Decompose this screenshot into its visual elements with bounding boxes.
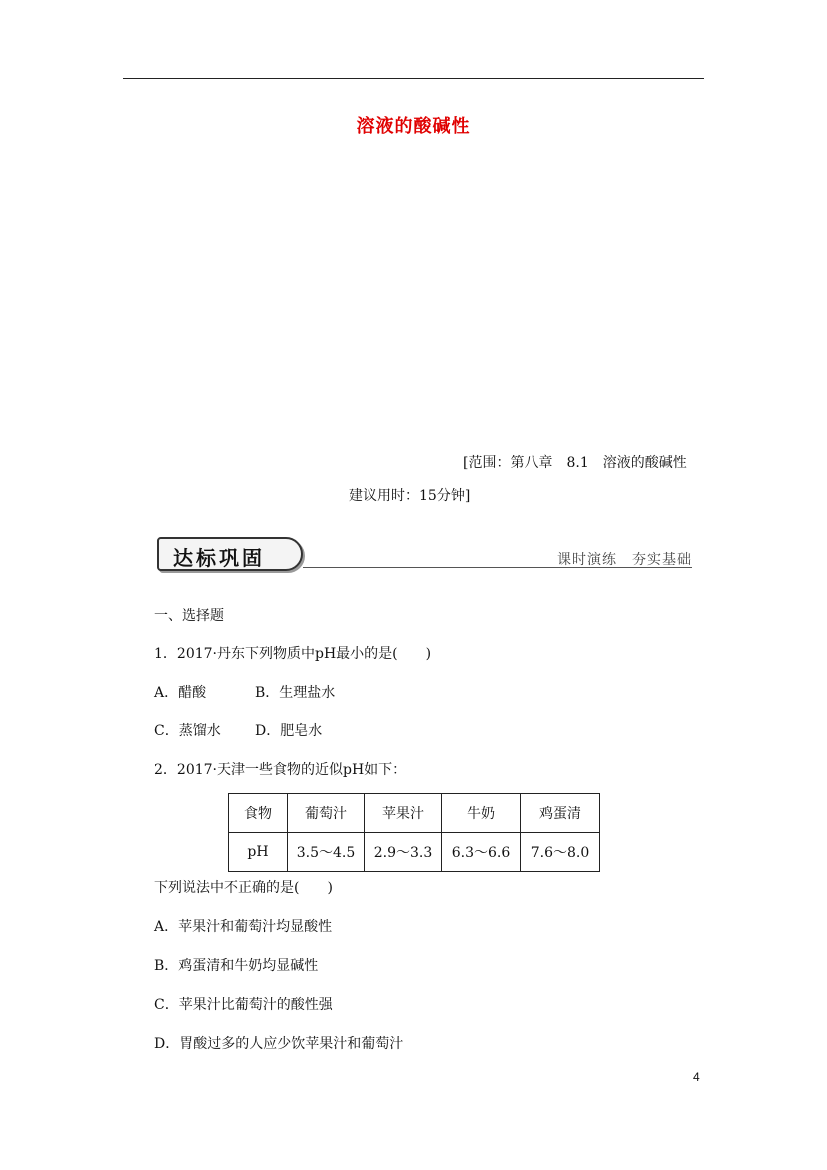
table-cell: 6.3～6.6 xyxy=(442,833,521,872)
page-number: 4 xyxy=(693,1070,700,1084)
ph-table xyxy=(228,793,600,872)
table-header-row xyxy=(229,794,600,833)
question-1-option-c: C．蒸馏水 xyxy=(154,723,221,739)
table-cell: 2.9～3.3 xyxy=(365,833,442,872)
section-heading: 一、选择题 xyxy=(154,608,224,624)
header-rule xyxy=(123,78,704,79)
question-2-option-b: B．鸡蛋清和牛奶均显碱性 xyxy=(154,958,319,974)
range-note: [范围：第八章 8.1 溶液的酸碱性 xyxy=(463,455,687,471)
question-2-option-d: D．胃酸过多的人应少饮苹果汁和葡萄汁 xyxy=(154,1036,404,1052)
question-1-option-a: A．醋酸 xyxy=(154,685,207,701)
section-banner xyxy=(157,535,692,571)
table-cell: 葡萄汁 xyxy=(288,794,365,833)
question-2-ask: 下列说法中不正确的是( ) xyxy=(154,880,333,896)
table-cell: 牛奶 xyxy=(442,794,521,833)
table-cell: 鸡蛋清 xyxy=(521,794,600,833)
page-title: 溶液的酸碱性 xyxy=(356,116,471,137)
table-cell: 苹果汁 xyxy=(365,794,442,833)
table-row xyxy=(229,833,600,872)
banner-badge xyxy=(157,537,303,571)
table-cell: 7.6～8.0 xyxy=(521,833,600,872)
table-cell: 3.5～4.5 xyxy=(288,833,365,872)
question-1-stem: 1．2017·丹东下列物质中pH最小的是( ) xyxy=(154,646,432,662)
question-1-option-d: D．肥皂水 xyxy=(255,723,323,739)
banner-badge-label: 达标巩固 xyxy=(173,546,265,570)
table-cell: 食物 xyxy=(229,794,288,833)
banner-subtitle: 课时演练 夯实基础 xyxy=(557,552,692,568)
question-2-option-a: A．苹果汁和葡萄汁均显酸性 xyxy=(154,919,333,935)
question-2-option-c: C．苹果汁比葡萄汁的酸性强 xyxy=(154,997,333,1013)
question-1-option-b: B．生理盐水 xyxy=(255,685,336,701)
table-cell: pH xyxy=(229,833,288,872)
question-2-stem: 2．2017·天津一些食物的近似pH如下： xyxy=(154,762,407,778)
time-hint: 建议用时：15分钟] xyxy=(349,488,471,504)
